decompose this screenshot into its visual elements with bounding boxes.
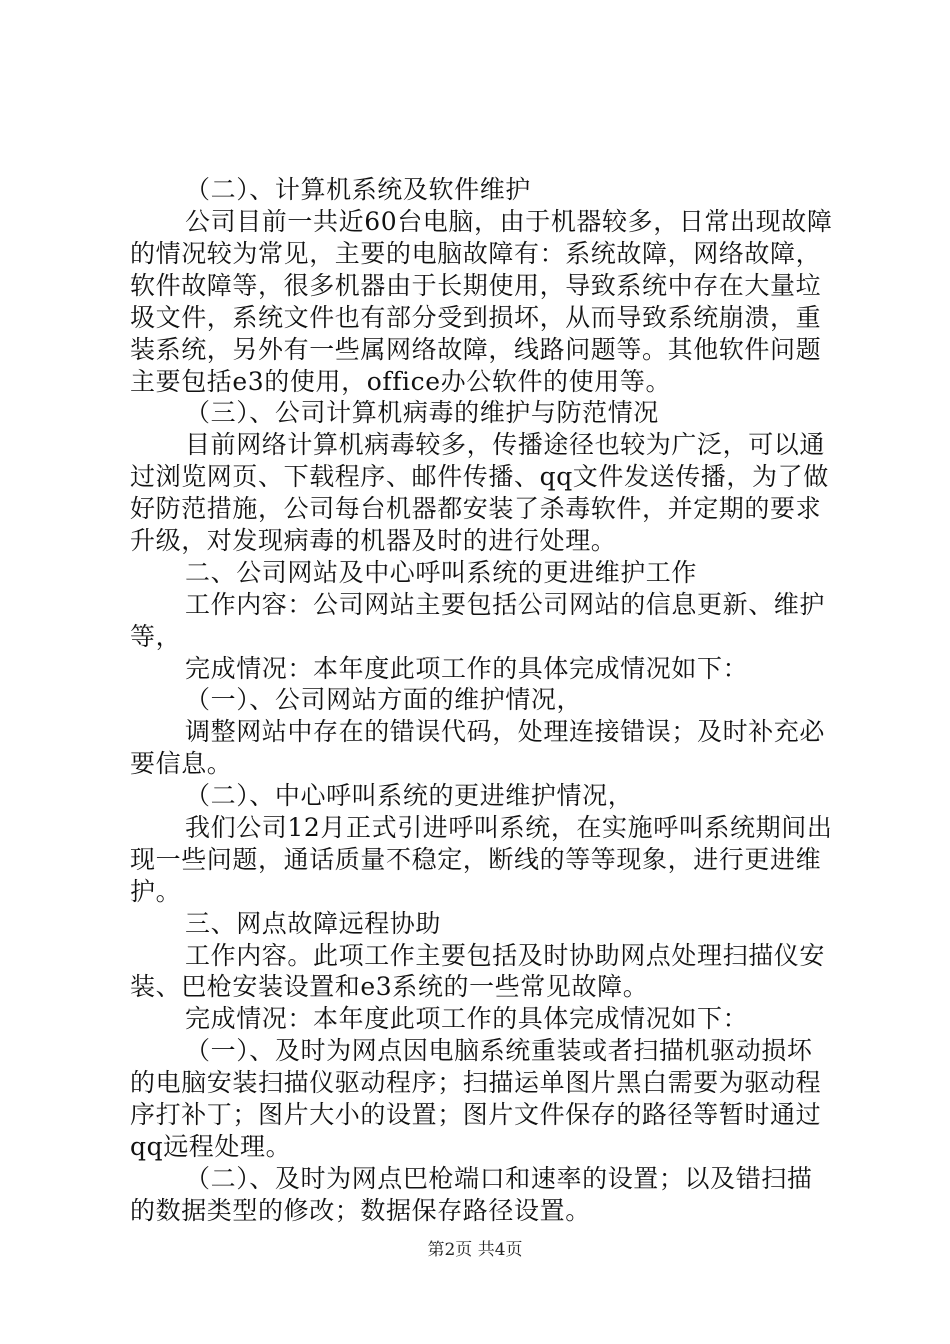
text-line: （二）、计算机系统及软件维护 (185, 175, 531, 204)
text-line: （三）、公司计算机病毒的维护与防范情况 (185, 398, 659, 427)
text-line: 软件故障等，很多机器由于长期使用，导致系统中存在大量垃 (130, 271, 822, 300)
text-line: 三、网点故障远程协助 (185, 909, 442, 938)
text-line: 的情况较为常见，主要的电脑故障有：系统故障，网络故障， (130, 239, 822, 268)
text-line: 现一些问题，通话质量不稳定，断线的等等现象，进行更进维 (130, 845, 822, 874)
text-line: 装、巴枪安装设置和e3系统的一些常见故障。 (130, 972, 649, 1001)
text-line: 的数据类型的修改；数据保存路径设置。 (130, 1196, 591, 1225)
text-line: 升级，对发现病毒的机器及时的进行处理。 (130, 526, 617, 555)
text-line: 完成情况：本年度此项工作的具体完成情况如下： (185, 1004, 749, 1033)
text-line: 要信息。 (130, 749, 233, 778)
text-line: 完成情况：本年度此项工作的具体完成情况如下： (185, 654, 749, 683)
text-line: （二）、及时为网点巴枪端口和速率的设置；以及错扫描 (185, 1164, 813, 1193)
text-line: 调整网站中存在的错误代码，处理连接错误；及时补充必 (185, 717, 826, 746)
text-line: 过浏览网页、下载程序、邮件传播、qq文件发送传播，为了做 (130, 462, 829, 491)
text-line: 主要包括e3的使用，office办公软件的使用等。 (130, 367, 672, 396)
text-line: 的电脑安装扫描仪驱动程序；扫描运单图片黑白需要为驱动程 (130, 1068, 822, 1097)
text-line: 等， (130, 622, 182, 651)
text-line: 目前网络计算机病毒较多，传播途径也较为广泛，可以通 (185, 430, 826, 459)
text-line: 好防范措施，公司每台机器都安装了杀毒软件，并定期的要求 (130, 494, 822, 523)
text-line: 工作内容：公司网站主要包括公司网站的信息更新、维护 (185, 590, 826, 619)
page-number-footer: 第2页 共4页 (427, 1240, 523, 1260)
text-line: 二、公司网站及中心呼叫系统的更进维护工作 (185, 558, 698, 587)
text-line: 装系统，另外有一些属网络故障，线路问题等。其他软件问题 (130, 335, 822, 364)
text-line: qq远程处理。 (130, 1132, 292, 1161)
text-line: 我们公司12月正式引进呼叫系统，在实施呼叫系统期间出 (185, 813, 833, 842)
text-line: （一）、公司网站方面的维护情况， (185, 685, 583, 714)
text-line: （一）、及时为网点因电脑系统重装或者扫描机驱动损坏 (185, 1036, 813, 1065)
text-line: 公司目前一共近60台电脑，由于机器较多，日常出现故障 (185, 207, 833, 236)
text-line: （二）、中心呼叫系统的更进维护情况， (185, 781, 634, 810)
text-line: 护。 (130, 877, 182, 906)
text-line: 序打补丁；图片大小的设置；图片文件保存的路径等暂时通过 (130, 1100, 822, 1129)
text-line: 圾文件，系统文件也有部分受到损坏，从而导致系统崩溃，重 (130, 303, 822, 332)
text-line: 工作内容。此项工作主要包括及时协助网点处理扫描仪安 (185, 941, 826, 970)
